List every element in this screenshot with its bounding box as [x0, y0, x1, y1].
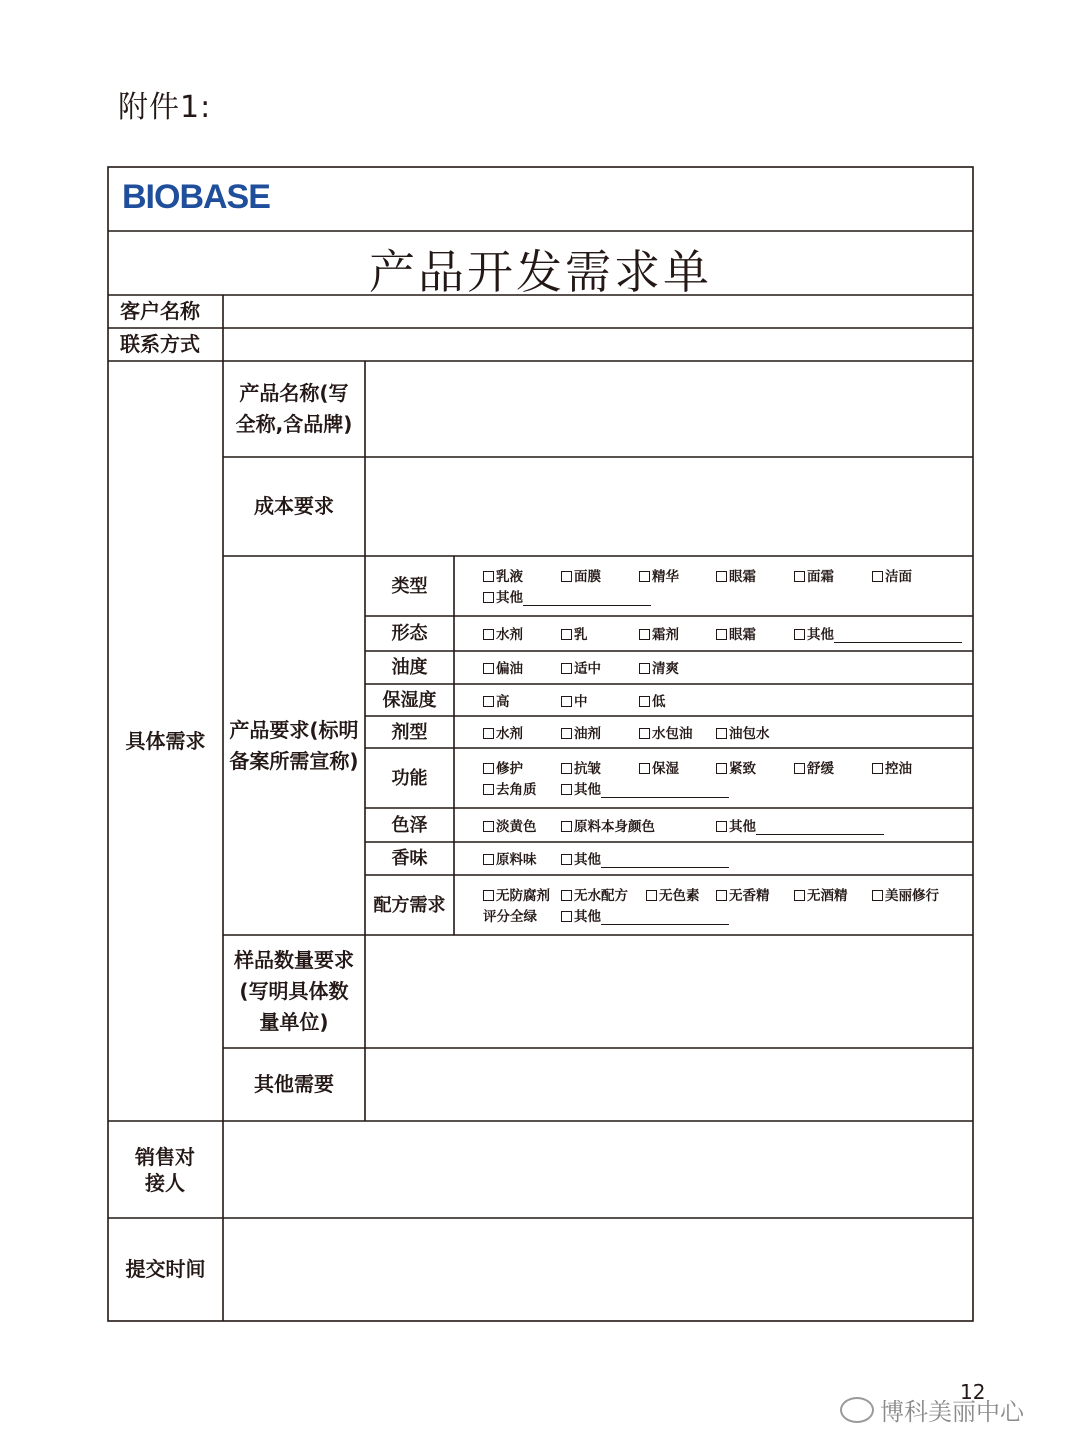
checkbox-option-label: 无防腐剂: [496, 888, 550, 904]
watermark-text: 博科美丽中心: [880, 1398, 1024, 1426]
checkbox-icon[interactable]: [483, 784, 494, 795]
requirement-label: 保湿度: [382, 689, 437, 711]
checkbox-icon[interactable]: [794, 890, 805, 901]
checkbox-option-label: 霜剂: [652, 627, 679, 643]
checkbox-icon[interactable]: [483, 663, 494, 674]
fill-in-blank[interactable]: [601, 785, 729, 798]
checkbox-option-label: 无水配方: [574, 888, 628, 904]
checkbox-option-label: 去角质: [496, 782, 537, 798]
checkbox-icon[interactable]: [872, 763, 883, 774]
checkbox-option[interactable]: [872, 565, 912, 585]
requirement-label: 油度: [391, 657, 428, 678]
checkbox-icon[interactable]: [561, 629, 572, 640]
checkbox-icon[interactable]: [872, 890, 883, 901]
checkbox-option-label: 高: [496, 693, 510, 710]
checkbox-option-label: 眼霜: [729, 569, 756, 585]
sales-contact-label: 销售对接人: [135, 1144, 195, 1195]
checkbox-option[interactable]: [872, 884, 939, 904]
checkbox-icon[interactable]: [716, 629, 727, 640]
checkbox-option-label: 无香精: [729, 888, 770, 904]
requirement-label: 形态: [391, 623, 428, 644]
checkbox-option[interactable]: [483, 586, 651, 606]
checkbox-option[interactable]: [872, 757, 912, 777]
checkbox-icon[interactable]: [561, 854, 572, 865]
sample-qty-label: 样品数量要求(写明具体数量单位): [234, 948, 354, 1034]
checkbox-option-label: 其他: [574, 852, 601, 868]
checkbox-option[interactable]: [716, 757, 756, 777]
checkbox-option[interactable]: [639, 565, 679, 585]
checkbox-option-label: 控油: [885, 761, 912, 777]
checkbox-option-label: 评分全绿: [483, 909, 537, 925]
requirement-label: 色泽: [391, 814, 428, 836]
checkbox-option[interactable]: [794, 565, 834, 585]
checkbox-option[interactable]: [794, 623, 962, 643]
checkbox-option[interactable]: [483, 623, 523, 643]
product-name-field[interactable]: [365, 361, 973, 457]
checkbox-option[interactable]: [639, 722, 693, 742]
sample-qty-field[interactable]: [365, 935, 973, 1048]
checkbox-option-label: 洁面: [885, 569, 912, 585]
checkbox-icon[interactable]: [716, 890, 727, 901]
checkbox-option[interactable]: [561, 657, 601, 677]
biobase-logo: BIOBASE: [122, 178, 270, 216]
contact-field[interactable]: [223, 328, 973, 361]
submit-time-field[interactable]: [223, 1218, 973, 1321]
checkbox-option[interactable]: [561, 722, 601, 742]
checkbox-option[interactable]: [561, 690, 588, 710]
checkbox-option[interactable]: [483, 905, 537, 925]
fill-in-blank[interactable]: [523, 593, 651, 606]
checkbox-option[interactable]: [483, 657, 523, 677]
checkbox-icon[interactable]: [483, 854, 494, 865]
checkbox-option-label: 淡黄色: [496, 818, 537, 835]
fill-in-blank[interactable]: [601, 855, 729, 868]
checkbox-option[interactable]: [483, 722, 523, 742]
checkbox-icon[interactable]: [483, 571, 494, 582]
checkbox-icon[interactable]: [483, 763, 494, 774]
chat-bubble-icon: [840, 1397, 874, 1423]
checkbox-icon[interactable]: [483, 821, 494, 832]
checkbox-option[interactable]: [561, 757, 601, 777]
checkbox-icon[interactable]: [483, 728, 494, 739]
checkbox-icon[interactable]: [561, 911, 572, 922]
submit-time-label: 提交时间: [125, 1257, 206, 1281]
checkbox-icon[interactable]: [716, 728, 727, 739]
checkbox-option[interactable]: [716, 884, 770, 904]
checkbox-icon[interactable]: [794, 571, 805, 582]
requirement-label: 剂型: [391, 721, 428, 743]
checkbox-icon[interactable]: [716, 821, 727, 832]
form-title: 产品开发需求单: [369, 245, 712, 299]
checkbox-option[interactable]: [561, 905, 729, 925]
checkbox-option[interactable]: [561, 884, 628, 904]
checkbox-option-label: 面霜: [807, 569, 834, 585]
checkbox-option[interactable]: [646, 884, 700, 904]
checkbox-option-label: 美丽修行: [885, 888, 939, 904]
other-needs-field[interactable]: [365, 1048, 973, 1121]
watermark: [840, 1392, 1024, 1427]
product-name-label: 产品名称(写全称,含品牌): [235, 381, 353, 436]
checkbox-option-label: 眼霜: [729, 627, 756, 643]
requirement-label: 类型: [391, 575, 428, 597]
checkbox-option-label: 精华: [652, 569, 679, 585]
checkbox-icon[interactable]: [794, 763, 805, 774]
checkbox-option-label: 偏油: [496, 661, 523, 677]
checkbox-option-label: 原料本身颜色: [574, 818, 655, 835]
contact-label: 联系方式: [120, 332, 200, 356]
checkbox-icon[interactable]: [561, 821, 572, 832]
checkbox-icon[interactable]: [561, 728, 572, 739]
checkbox-option[interactable]: [483, 757, 523, 777]
checkbox-icon[interactable]: [872, 571, 883, 582]
checkbox-option-label: 紧致: [729, 761, 756, 777]
checkbox-option[interactable]: [794, 884, 848, 904]
checkbox-option[interactable]: [483, 690, 510, 710]
checkbox-icon[interactable]: [561, 663, 572, 674]
checkbox-option-label: 水剂: [496, 627, 523, 643]
checkbox-icon[interactable]: [561, 571, 572, 582]
checkbox-option[interactable]: [794, 757, 834, 777]
requirement-label: 功能: [391, 767, 428, 789]
cost-field[interactable]: [365, 457, 973, 556]
requirement-label: 香味: [391, 848, 428, 869]
checkbox-option[interactable]: [561, 848, 729, 868]
checkbox-option-label: 面膜: [574, 569, 601, 585]
checkbox-option[interactable]: [716, 565, 756, 585]
checkbox-option-label: 油包水: [729, 725, 770, 742]
other-needs-label: 其他需要: [254, 1072, 334, 1096]
checkbox-option[interactable]: [561, 565, 601, 585]
checkbox-option[interactable]: [483, 815, 537, 835]
checkbox-icon[interactable]: [639, 763, 650, 774]
checkbox-icon[interactable]: [561, 763, 572, 774]
checkbox-option[interactable]: [639, 623, 679, 643]
checkbox-option-label: 油剂: [574, 725, 601, 742]
checkbox-option-label: 水包油: [652, 725, 693, 742]
cost-label: 成本要求: [254, 494, 334, 518]
page-number: 12: [960, 1380, 986, 1404]
checkbox-option-label: 乳液: [496, 569, 523, 585]
customer-name-field[interactable]: [223, 295, 973, 328]
checkbox-option[interactable]: [483, 848, 537, 868]
checkbox-option[interactable]: [639, 757, 679, 777]
fill-in-blank[interactable]: [834, 630, 962, 643]
checkbox-option[interactable]: [483, 565, 523, 585]
checkbox-icon[interactable]: [483, 592, 494, 603]
checkbox-icon[interactable]: [483, 696, 494, 707]
checkbox-option[interactable]: [561, 815, 655, 835]
checkbox-option-label: 其他: [807, 627, 834, 643]
checkbox-icon[interactable]: [483, 890, 494, 901]
checkbox-icon[interactable]: [639, 696, 650, 707]
checkbox-option-label: 修护: [496, 761, 523, 777]
checkbox-option[interactable]: [639, 657, 679, 677]
checkbox-option-label: 抗皱: [574, 761, 601, 777]
checkbox-icon[interactable]: [639, 571, 650, 582]
fill-in-blank[interactable]: [601, 912, 729, 925]
checkbox-option[interactable]: [716, 722, 770, 742]
customer-name-label: 客户名称: [120, 299, 200, 323]
fill-in-blank[interactable]: [756, 822, 884, 835]
checkbox-icon[interactable]: [716, 763, 727, 774]
checkbox-option[interactable]: [639, 690, 666, 710]
checkbox-option-label: 其他: [729, 818, 756, 835]
checkbox-icon[interactable]: [561, 696, 572, 707]
checkbox-option-label: 其他: [496, 590, 523, 606]
checkbox-option[interactable]: [483, 884, 550, 904]
checkbox-option[interactable]: [716, 815, 884, 835]
checkbox-icon[interactable]: [639, 629, 650, 640]
checkbox-icon[interactable]: [639, 728, 650, 739]
checkbox-option-label: 舒缓: [807, 761, 834, 777]
checkbox-option[interactable]: [561, 778, 729, 798]
checkbox-icon[interactable]: [716, 571, 727, 582]
checkbox-icon[interactable]: [794, 629, 805, 640]
requirement-label: 配方需求: [373, 894, 446, 916]
checkbox-icon[interactable]: [561, 890, 572, 901]
checkbox-option-label: 低: [652, 693, 666, 710]
checkbox-option[interactable]: [716, 623, 756, 643]
checkbox-icon[interactable]: [646, 890, 657, 901]
checkbox-option-label: 其他: [574, 782, 601, 798]
checkbox-icon[interactable]: [639, 663, 650, 674]
checkbox-option-label: 保湿: [652, 761, 679, 777]
checkbox-option-label: 无色素: [659, 888, 700, 904]
checkbox-option[interactable]: [483, 778, 537, 798]
checkbox-option-label: 无酒精: [807, 888, 848, 904]
checkbox-icon[interactable]: [483, 629, 494, 640]
checkbox-option-label: 水剂: [496, 725, 523, 742]
product-requirements-label: 产品要求(标明备案所需宣称): [229, 717, 359, 773]
checkbox-option-label: 适中: [574, 661, 601, 677]
checkbox-option-label: 原料味: [496, 852, 537, 868]
checkbox-option-label: 中: [574, 693, 588, 710]
checkbox-option[interactable]: [561, 623, 588, 643]
sales-contact-field[interactable]: [223, 1121, 973, 1218]
specific-needs-label: 具体需求: [125, 728, 206, 753]
checkbox-option-label: 清爽: [652, 661, 679, 677]
checkbox-option-label: 其他: [574, 909, 601, 925]
checkbox-option-label: 乳: [574, 627, 588, 643]
attachment-label: 附件1:: [118, 90, 212, 125]
checkbox-icon[interactable]: [561, 784, 572, 795]
